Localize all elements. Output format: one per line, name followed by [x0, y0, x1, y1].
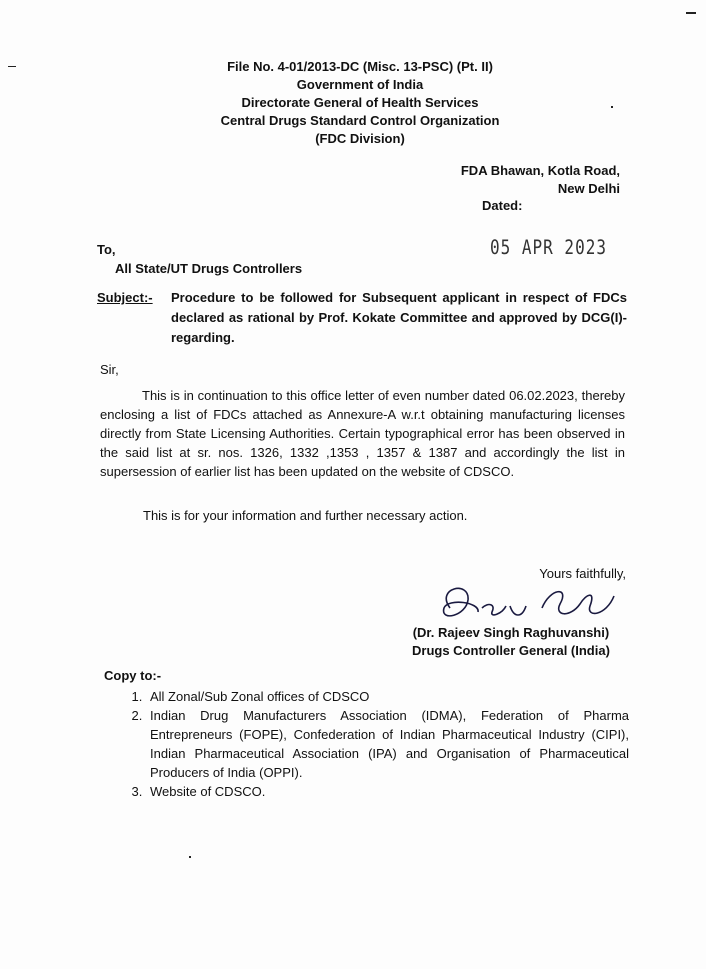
salutation: Sir,	[100, 362, 119, 377]
subject-block	[97, 288, 627, 348]
scan-mark	[8, 66, 16, 67]
directorate-line: Directorate General of Health Services	[241, 95, 479, 110]
info-line: This is for your information and further necessary action.	[143, 508, 468, 523]
copy-to-list	[104, 687, 629, 801]
recipient-block	[97, 240, 302, 278]
body-paragraph: This is in continuation to this office letter of even number dated 06.02.2023, thereby enclosing a list of FDCs attached as Annexure-A w.r.t obtaining manufacturing licenses directly from State Licensing Authorities. Certain typographical error has been observed in the said list at sr. nos. 1326, 1332 ,1353 , 1357 & 1387 and accordingly the list in supersession of earlier list has been updated on the website of CDSCO.	[100, 388, 625, 479]
yours-faithfully: Yours faithfully,	[539, 566, 626, 581]
signatory-designation: Drugs Controller General (India)	[412, 643, 610, 658]
dated-label: Dated:	[482, 198, 523, 213]
body-text	[100, 386, 625, 481]
signatory-name: (Dr. Rajeev Singh Raghuvanshi)	[412, 625, 610, 640]
signatory-block	[412, 624, 610, 660]
copy-to-title: Copy to:-	[104, 668, 162, 683]
copy-to-item: 3. Website of CDSCO.	[146, 782, 629, 801]
letterhead	[150, 58, 570, 148]
address-line-1: FDA Bhawan, Kotla Road,	[460, 163, 620, 178]
subject-text: Procedure to be followed for Subsequent applicant in respect of FDCs declared as rational by Prof. Kokate Committee and approved by DCG(I)-regarding.	[171, 290, 627, 345]
copy-to-block	[104, 666, 629, 801]
scan-mark	[686, 12, 696, 14]
office-address	[461, 162, 620, 198]
address-line-2: New Delhi	[557, 181, 620, 196]
division-line: (FDC Division)	[315, 131, 405, 146]
to-label: To,	[97, 242, 116, 257]
file-number: File No. 4-01/2013-DC (Misc. 13-PSC) (Pt. II)	[227, 59, 493, 74]
copy-to-item: 1. All Zonal/Sub Zonal offices of CDSCO	[146, 687, 629, 706]
scan-mark	[611, 106, 613, 108]
scan-mark	[189, 856, 191, 858]
recipient-name: All State/UT Drugs Controllers	[115, 261, 303, 276]
subject-label: Subject:-	[97, 290, 153, 305]
organization-line: Central Drugs Standard Control Organization	[220, 113, 500, 128]
copy-to-item: 2. Indian Drug Manufacturers Association (IDMA), Federation of Pharma Entrepreneurs (FOPE), Confederation of Indian Pharmaceutical Industry (CIPI), Indian Pharmaceutical Association (IPA) and Organisation of Pharmaceutical Producers of India (OPPI).	[146, 706, 629, 782]
government-line: Government of India	[296, 77, 424, 92]
date-stamp: 05 APR 2023	[490, 236, 607, 259]
